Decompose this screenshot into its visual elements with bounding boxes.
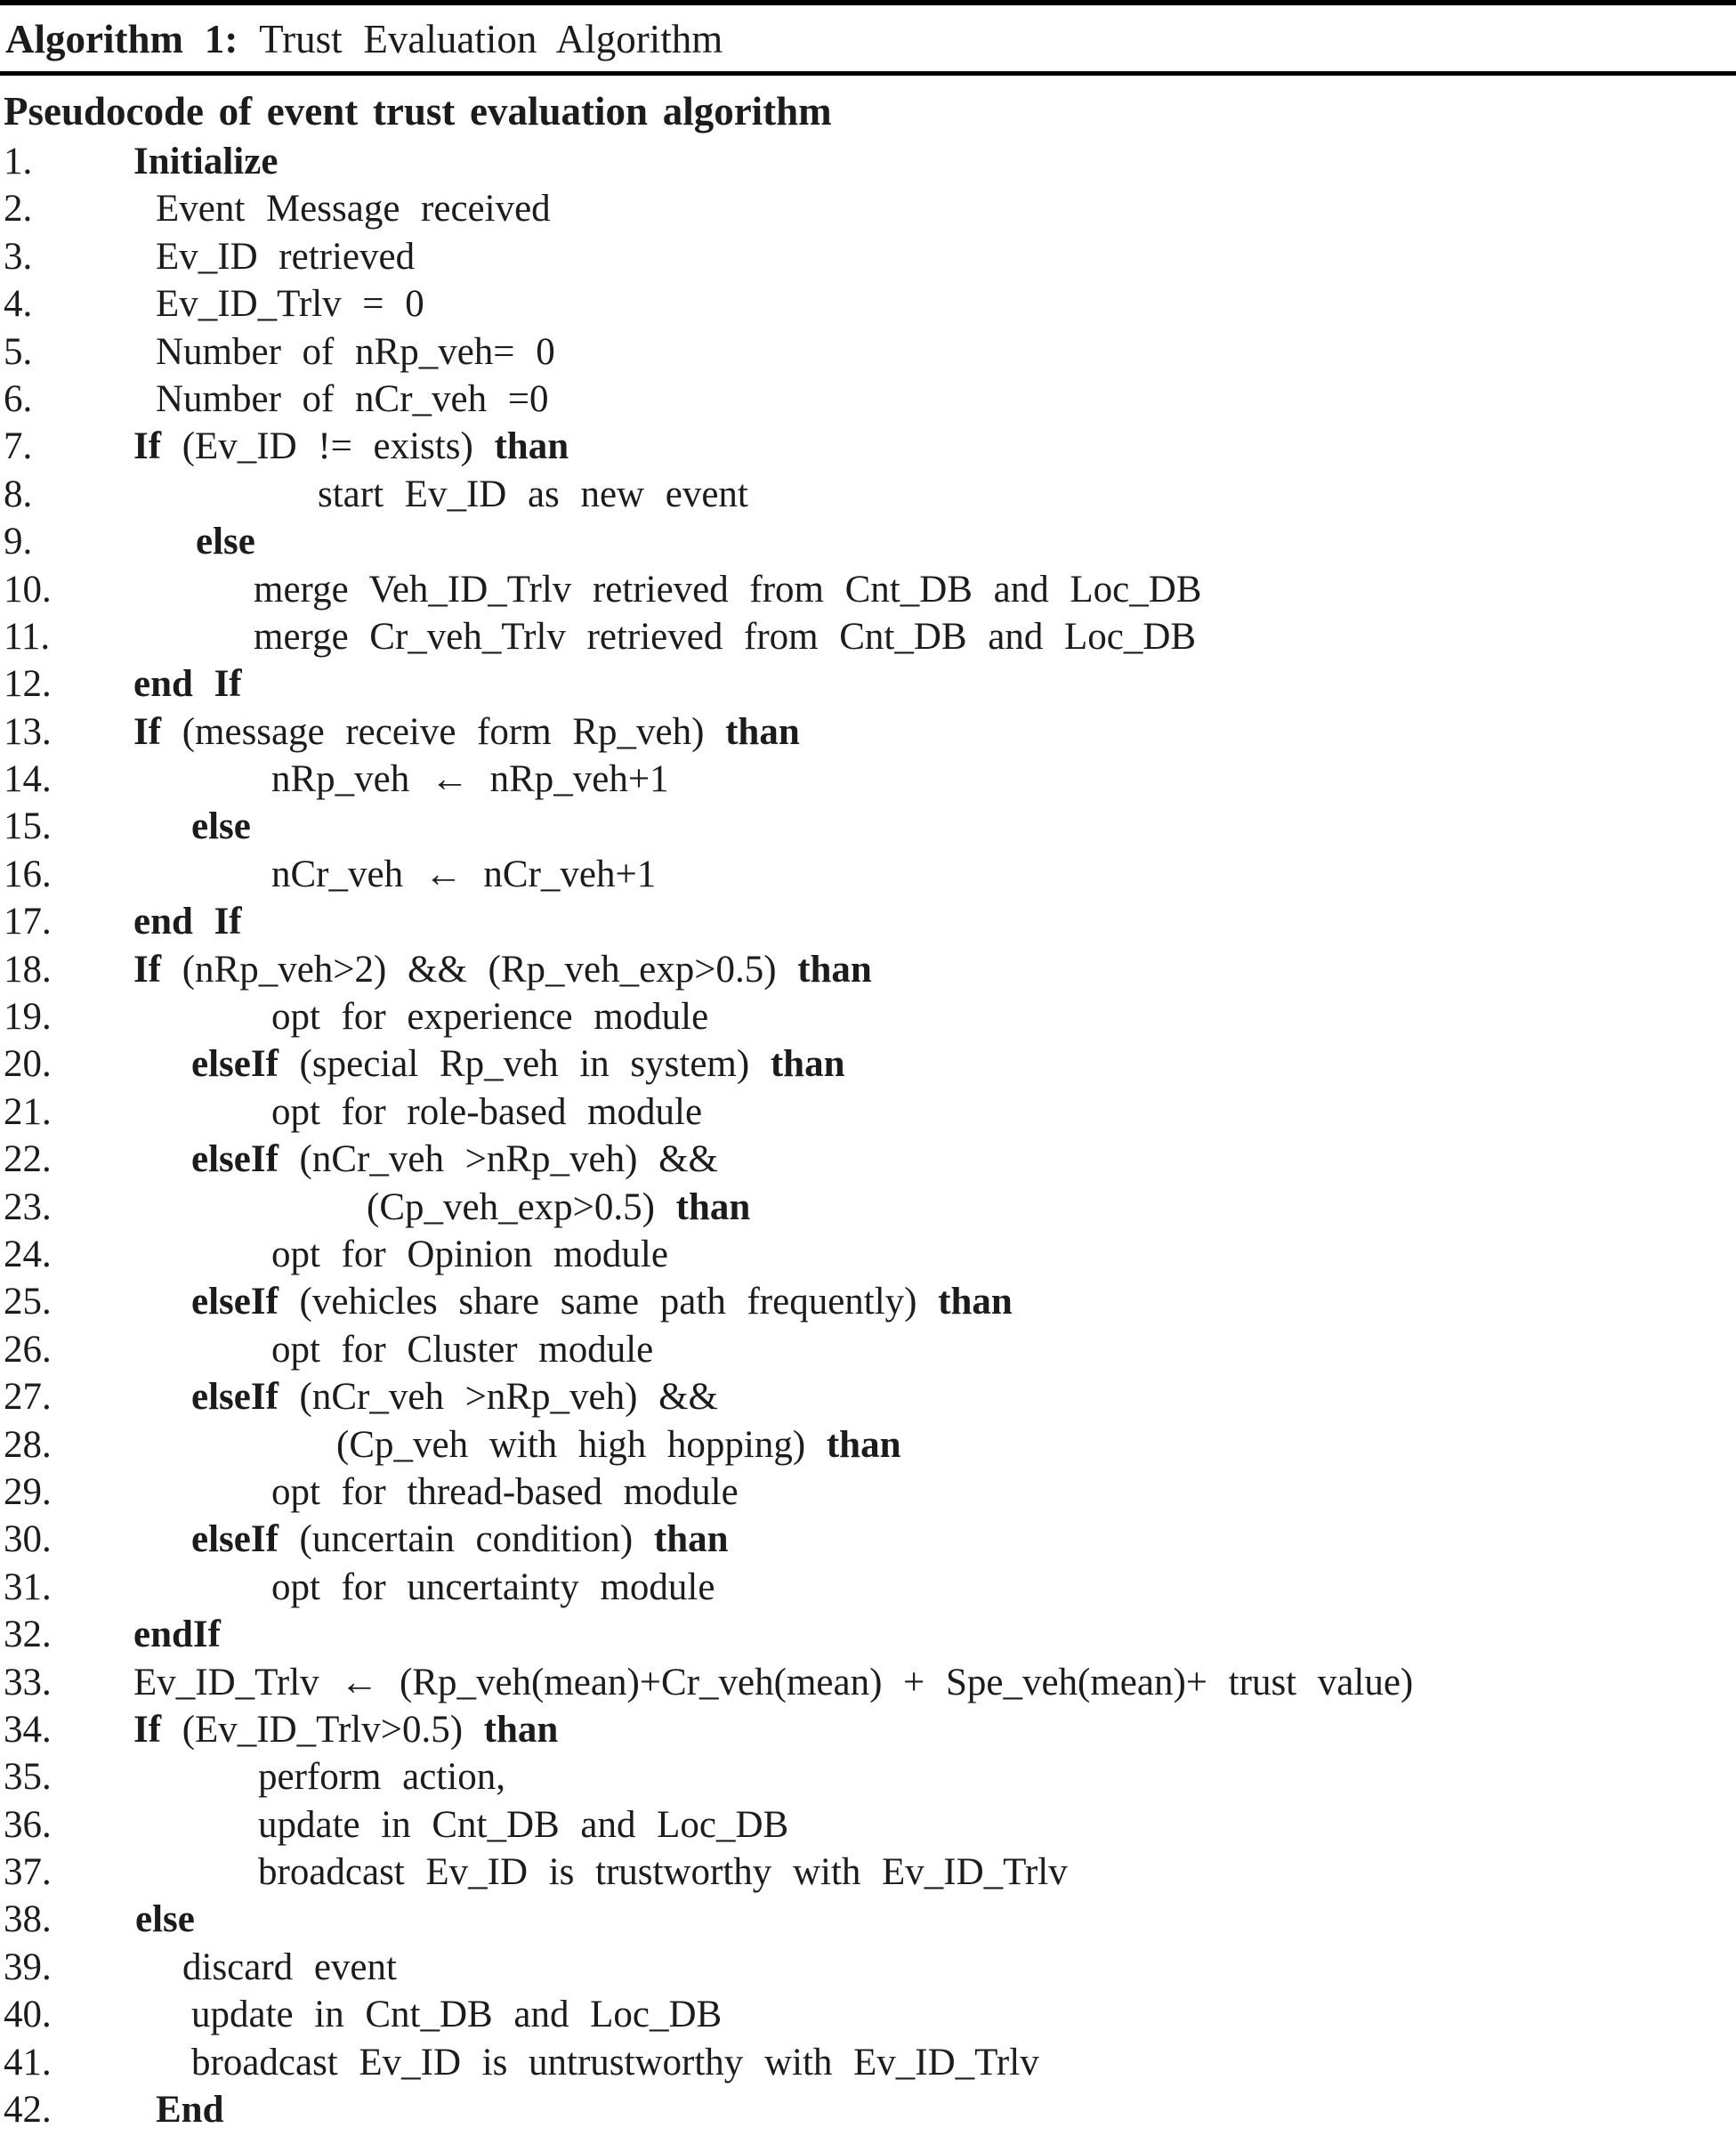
algorithm-lines: [0, 136, 1736, 2133]
line-number: 11.: [4, 615, 51, 658]
line-content: [0, 518, 1736, 565]
code-text: opt for Cluster module: [271, 1328, 654, 1371]
line-number: 40.: [4, 1994, 52, 2036]
code-text: broadcast Ev_ID is untrustworthy with Ev_ID_Trlv: [191, 2041, 1039, 2083]
code-text: (Cp_veh_exp>0.5): [367, 1185, 676, 1228]
algo-line: [0, 1040, 1736, 1088]
keyword: elseIf: [191, 1518, 279, 1561]
keyword: If: [133, 948, 162, 991]
line-content: [0, 1421, 1736, 1468]
code-text: Ev_ID_Trlv ← (Rp_veh(mean)+Cr_veh(mean) + Spe_veh(mean)+ trust value): [133, 1661, 1414, 1703]
algo-line: [0, 376, 1736, 423]
code-text: Number of nCr_veh =0: [156, 377, 549, 420]
algo-line: [0, 1944, 1736, 1991]
line-content: [0, 803, 1736, 850]
code-text: opt for uncertainty module: [271, 1566, 715, 1608]
line-content: [0, 898, 1736, 945]
algo-line: [0, 1706, 1736, 1753]
line-number: 12.: [4, 663, 52, 706]
code-text: nCr_veh ← nCr_veh+1: [271, 853, 657, 895]
line-content: [0, 1184, 1736, 1231]
line-number: 21.: [4, 1090, 52, 1133]
keyword: than: [675, 1185, 751, 1228]
line-number: 27.: [4, 1376, 52, 1419]
algo-line: [0, 1753, 1736, 1800]
keyword: than: [483, 1708, 559, 1751]
algo-line: [0, 280, 1736, 328]
algorithm-subtitle: Pseudocode of event trust evaluation algorithm: [4, 89, 832, 134]
line-content: [0, 328, 1736, 376]
keyword: than: [826, 1423, 901, 1466]
line-number: 39.: [4, 1946, 52, 1988]
keyword: than: [725, 710, 800, 753]
code-text: Ev_ID_Trlv = 0: [156, 283, 424, 326]
line-content: [0, 1849, 1736, 1896]
algo-line: [0, 2039, 1736, 2086]
line-number: 14.: [4, 758, 52, 801]
line-content: [0, 613, 1736, 660]
line-number: 13.: [4, 710, 52, 753]
line-number: 30.: [4, 1518, 52, 1561]
line-content: [0, 1896, 1736, 1943]
line-content: [0, 660, 1736, 708]
line-number: 17.: [4, 901, 52, 943]
line-content: [0, 756, 1736, 803]
line-content: [0, 233, 1736, 280]
line-number: 32.: [4, 1614, 52, 1656]
line-content: [0, 851, 1736, 898]
line-content: [0, 1516, 1736, 1563]
keyword: If: [133, 1708, 162, 1751]
algo-line: [0, 233, 1736, 280]
line-content: [0, 1231, 1736, 1278]
algo-line: [0, 1896, 1736, 1943]
keyword: than: [494, 425, 569, 468]
line-content: [0, 280, 1736, 328]
keyword: elseIf: [191, 1043, 279, 1086]
code-text: discard event: [182, 1946, 397, 1988]
line-number: 16.: [4, 853, 52, 895]
algo-line: [0, 1231, 1736, 1278]
line-content: [0, 566, 1736, 613]
line-number: 22.: [4, 1138, 52, 1181]
algo-line: [0, 518, 1736, 565]
line-content: [0, 1991, 1736, 2038]
code-text: Number of nRp_veh= 0: [156, 330, 555, 373]
algo-line: [0, 471, 1736, 518]
algo-line: [0, 566, 1736, 613]
line-number: 19.: [4, 996, 52, 1039]
keyword: than: [938, 1281, 1013, 1323]
code-text: perform action,: [258, 1756, 505, 1799]
line-content: [0, 993, 1736, 1040]
keyword: Initialize: [133, 141, 279, 182]
line-number: 24.: [4, 1233, 52, 1275]
algo-line: [0, 1278, 1736, 1325]
line-number: 23.: [4, 1185, 52, 1228]
algo-line: [0, 423, 1736, 470]
line-content: [0, 2039, 1736, 2086]
keyword: than: [797, 948, 872, 991]
algo-line: [0, 1468, 1736, 1516]
algo-line: [0, 1801, 1736, 1849]
keyword: End: [156, 2089, 224, 2132]
title-spacer: [238, 17, 259, 61]
algo-line: [0, 1611, 1736, 1658]
line-number: 28.: [4, 1423, 52, 1466]
algo-line: [0, 756, 1736, 803]
line-number: 38.: [4, 1898, 52, 1941]
algorithm-title: [0, 5, 1736, 71]
keyword: If: [133, 425, 162, 468]
line-content: [0, 1659, 1736, 1706]
algo-line: [0, 1564, 1736, 1611]
algo-line: [0, 1991, 1736, 2038]
line-number: 4.: [4, 283, 33, 326]
line-content: [0, 1706, 1736, 1753]
algo-line: [0, 1326, 1736, 1373]
code-text: (Cp_veh with high hopping): [336, 1423, 827, 1466]
line-number: 8.: [4, 473, 33, 515]
algo-line: [0, 1659, 1736, 1706]
line-number: 5.: [4, 330, 33, 373]
algo-line: [0, 1849, 1736, 1896]
line-number: 35.: [4, 1756, 52, 1799]
line-content: [0, 1564, 1736, 1611]
line-number: 29.: [4, 1470, 52, 1513]
line-number: 3.: [4, 235, 33, 278]
algo-line: [0, 1373, 1736, 1420]
algo-line: [0, 613, 1736, 660]
line-number: 41.: [4, 2041, 52, 2083]
algo-line: [0, 328, 1736, 376]
code-text: update in Cnt_DB and Loc_DB: [191, 1994, 723, 2036]
keyword: elseIf: [191, 1138, 279, 1181]
line-content: [0, 138, 1736, 185]
algo-line: [0, 708, 1736, 756]
line-content: [0, 1373, 1736, 1420]
keyword: end If: [133, 901, 242, 943]
line-number: 10.: [4, 568, 52, 611]
algo-line: [0, 1184, 1736, 1231]
line-number: 1.: [4, 141, 33, 182]
line-number: 25.: [4, 1281, 52, 1323]
line-content: [0, 1136, 1736, 1183]
algo-line: [0, 2086, 1736, 2133]
code-text: (nRp_veh>2) && (Rp_veh_exp>0.5): [161, 948, 798, 991]
code-text: (Ev_ID != exists): [161, 425, 495, 468]
line-number: 18.: [4, 948, 52, 991]
code-text: merge Veh_ID_Trlv retrieved from Cnt_DB and Loc_DB: [254, 568, 1202, 611]
line-content: [0, 946, 1736, 993]
line-number: 36.: [4, 1803, 52, 1846]
line-number: 33.: [4, 1661, 52, 1703]
line-content: [0, 1753, 1736, 1800]
line-number: 42.: [4, 2089, 52, 2132]
code-text: (message receive form Rp_veh): [161, 710, 726, 753]
keyword: than: [653, 1518, 729, 1561]
algo-line: [0, 803, 1736, 850]
algo-line: [0, 1088, 1736, 1136]
algorithm-title-text: Trust Evaluation Algorithm: [259, 17, 723, 61]
code-text: start Ev_ID as new event: [318, 473, 748, 515]
keyword: than: [770, 1043, 845, 1086]
code-text: broadcast Ev_ID is trustworthy with Ev_ID_Trlv: [258, 1851, 1068, 1894]
code-text: opt for Opinion module: [271, 1233, 668, 1275]
algorithm-title-label: Algorithm 1:: [5, 17, 238, 61]
keyword: else: [196, 521, 255, 563]
line-number: 2.: [4, 188, 33, 231]
algo-line: [0, 1516, 1736, 1563]
line-number: 15.: [4, 805, 52, 848]
algo-line: [0, 851, 1736, 898]
line-number: 6.: [4, 377, 33, 420]
line-number: 9.: [4, 521, 33, 563]
line-content: [0, 1088, 1736, 1136]
line-content: [0, 1611, 1736, 1658]
line-content: [0, 1468, 1736, 1516]
algo-line: [0, 138, 1736, 185]
code-text: (nCr_veh >nRp_veh) &&: [278, 1138, 718, 1181]
line-number: 34.: [4, 1708, 52, 1751]
line-content: [0, 1944, 1736, 1991]
code-text: (nCr_veh >nRp_veh) &&: [278, 1376, 718, 1419]
algo-line: [0, 993, 1736, 1040]
keyword: elseIf: [191, 1376, 279, 1419]
line-content: [0, 1040, 1736, 1088]
code-text: update in Cnt_DB and Loc_DB: [258, 1803, 789, 1846]
keyword: If: [133, 710, 162, 753]
keyword: else: [135, 1898, 195, 1941]
algo-line: [0, 1421, 1736, 1468]
algo-line: [0, 946, 1736, 993]
keyword: endIf: [133, 1614, 221, 1656]
code-text: (uncertain condition): [278, 1518, 654, 1561]
line-content: [0, 2086, 1736, 2133]
line-number: 37.: [4, 1851, 52, 1894]
line-number: 26.: [4, 1328, 52, 1371]
code-text: opt for thread-based module: [271, 1470, 739, 1513]
line-content: [0, 423, 1736, 470]
code-text: Event Message received: [156, 188, 551, 231]
line-number: 20.: [4, 1043, 52, 1086]
line-content: [0, 376, 1736, 423]
line-content: [0, 1326, 1736, 1373]
code-text: (special Rp_veh in system): [278, 1043, 771, 1086]
code-text: opt for experience module: [271, 996, 709, 1039]
code-text: nRp_veh ← nRp_veh+1: [271, 758, 669, 801]
algo-line: [0, 185, 1736, 232]
keyword: else: [191, 805, 251, 848]
line-content: [0, 708, 1736, 756]
code-text: (vehicles share same path frequently): [278, 1281, 939, 1323]
line-content: [0, 1801, 1736, 1849]
keyword: end If: [133, 663, 242, 706]
code-text: merge Cr_veh_Trlv retrieved from Cnt_DB and Loc_DB: [254, 615, 1197, 658]
code-text: Ev_ID retrieved: [156, 235, 416, 278]
line-content: [0, 471, 1736, 518]
code-text: (Ev_ID_Trlv>0.5): [161, 1708, 484, 1751]
code-text: opt for role-based module: [271, 1090, 703, 1133]
algo-line: [0, 1136, 1736, 1183]
line-number: 31.: [4, 1566, 52, 1608]
keyword: elseIf: [191, 1281, 279, 1323]
line-content: [0, 185, 1736, 232]
line-content: [0, 1278, 1736, 1325]
line-number: 7.: [4, 425, 33, 468]
algo-line: [0, 660, 1736, 708]
algo-line: [0, 898, 1736, 945]
